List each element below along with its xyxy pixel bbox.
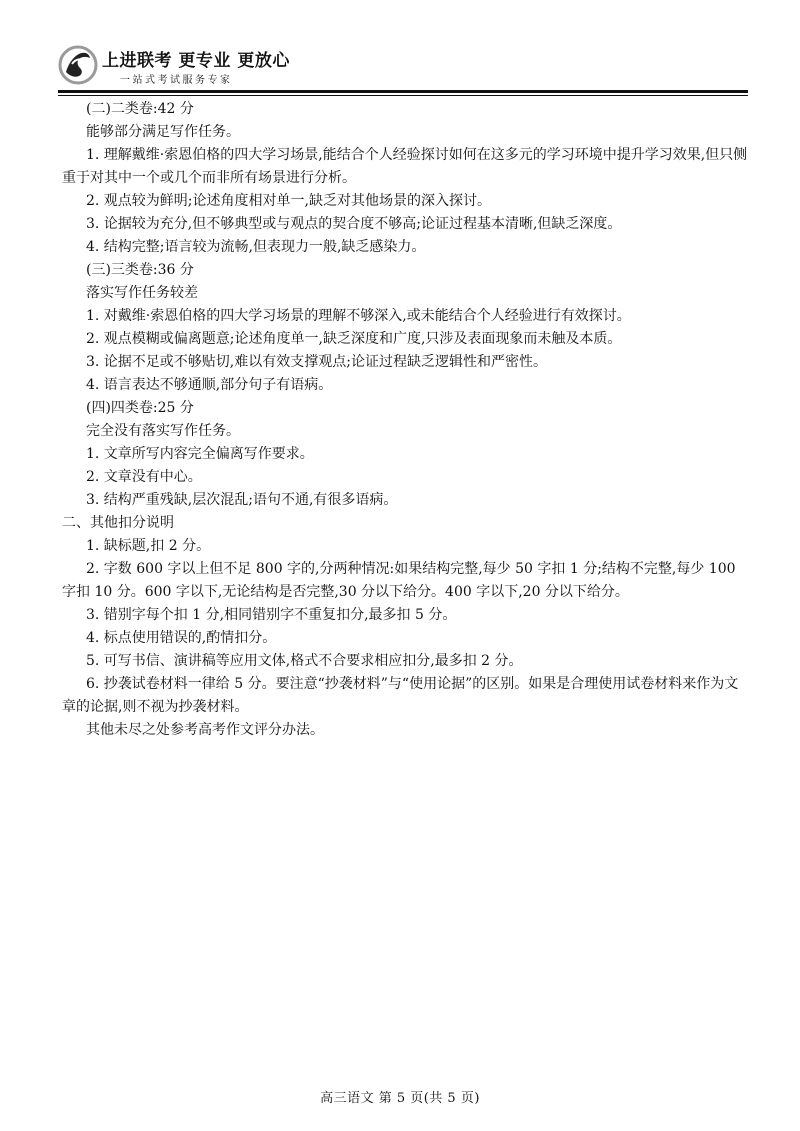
grade2-heading: (二)二类卷:42 分 [86,101,194,117]
grade3-summary: 落实写作任务较差 [86,285,198,301]
grade2-item: 4. 结构完整;语言较为流畅,但表现力一般,缺乏感染力。 [86,239,426,255]
grade3-item: 4. 语言表达不够通顺,部分句子有语病。 [86,377,333,393]
deduction-item: 1. 缺标题,扣 2 分。 [86,538,211,554]
deduction-item: 5. 可写书信、演讲稿等应用文体,格式不合要求相应扣分,最多扣 2 分。 [86,653,523,669]
deductions-heading: 二、其他扣分说明 [62,515,174,531]
brand-logo-icon [58,42,98,88]
grade3-item: 3. 论据不足或不够贴切,难以有效支撑观点;论证过程缺乏逻辑性和严密性。 [86,354,547,370]
brand-subtitle: 一站式考试服务专家 [120,75,233,86]
grade2-item: 2. 观点较为鲜明;论述角度相对单一,缺乏对其他场景的深入探讨。 [86,193,491,209]
grade4-item: 2. 文章没有中心。 [86,469,202,485]
grade4-heading: (四)四类卷:25 分 [86,400,194,416]
closing-note: 其他未尽之处参考高考作文评分办法。 [86,722,324,738]
document-body [62,98,750,742]
header-divider-thick [58,90,748,93]
grade2-summary: 能够部分满足写作任务。 [86,124,240,140]
grade4-item: 1. 文章所写内容完全偏离写作要求。 [86,446,314,462]
deduction-item: 3. 错别字每个扣 1 分,相同错别字不重复扣分,最多扣 5 分。 [86,607,457,623]
grade2-item: 1. 理解戴维·索恩伯格的四大学习场景,能结合个人经验探讨如何在这多元的学习环境中提升学习效果,但只侧重于对其中一个或几个而非所有场景进行分析。 [62,147,748,186]
page-footer: 高三语文 第 5 页(共 5 页) [320,1091,480,1106]
deduction-item: 2. 字数 600 字以上但不足 800 字的,分两种情况:如果结构完整,每少 50 字扣 1 分;结构不完整,每少 100 字扣 10 分。600 字以下,无论结构是否完整,30 分以下给分。400 字以下,20 分以下给分。 [62,561,736,600]
grade3-heading: (三)三类卷:36 分 [86,262,194,278]
grade4-summary: 完全没有落实写作任务。 [86,423,240,439]
brand-slogan: 上进联考 更专业 更放心 [102,51,290,71]
grade3-item: 1. 对戴维·索恩伯格的四大学习场景的理解不够深入,或未能结合个人经验进行有效探讨。 [86,308,631,324]
header-divider-thin [58,95,748,96]
grade3-item: 2. 观点模糊或偏离题意;论述角度单一,缺乏深度和广度,只涉及表面现象而未触及本质。 [86,331,622,347]
deduction-item: 4. 标点使用错误的,酌情扣分。 [86,630,277,646]
page-header [58,40,748,96]
deduction-item: 6. 抄袭试卷材料一律给 5 分。要注意“抄袭材料”与“使用论据”的区别。如果是合理使用试卷材料来作为文章的论据,则不视为抄袭材料。 [62,676,739,715]
grade2-item: 3. 论据较为充分,但不够典型或与观点的契合度不够高;论证过程基本清晰,但缺乏深度。 [86,216,622,232]
grade4-item: 3. 结构严重残缺,层次混乱;语句不通,有很多语病。 [86,492,398,508]
